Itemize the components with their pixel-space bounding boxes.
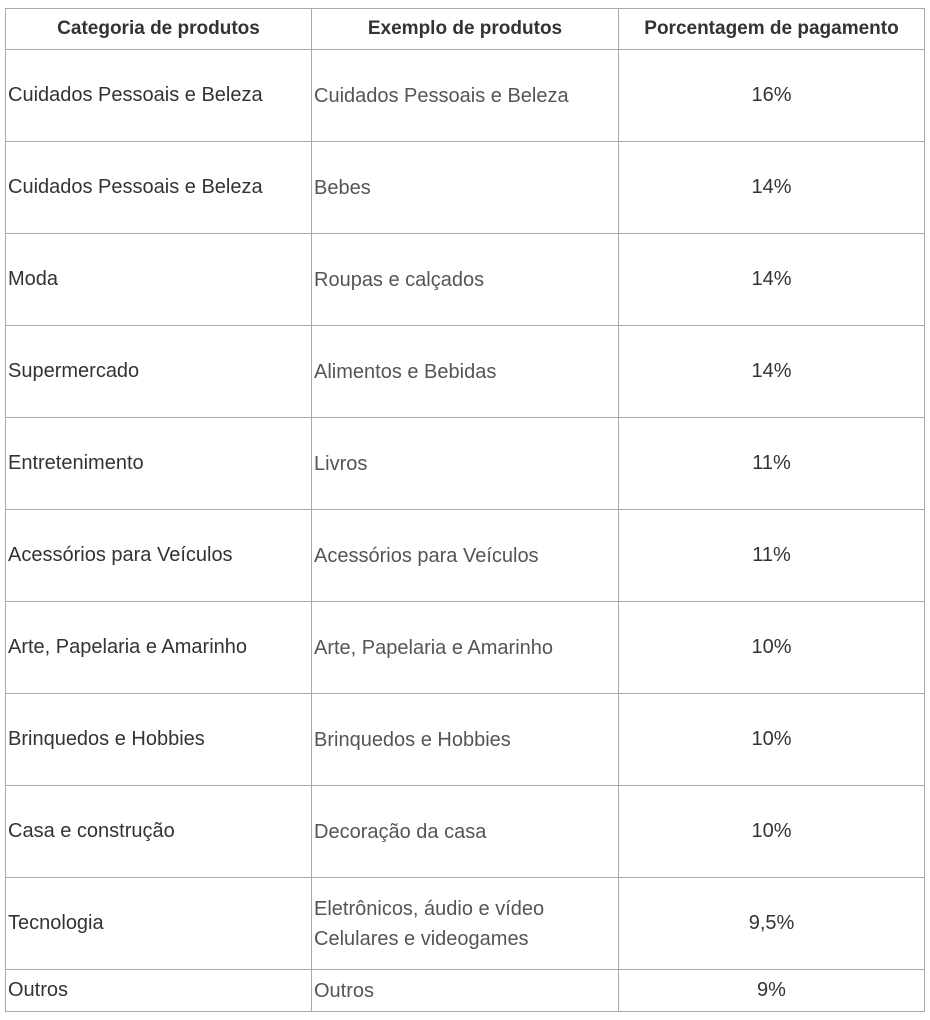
category-cell: Supermercado [6, 326, 312, 418]
header-category: Categoria de produtos [6, 9, 312, 50]
commission-table [5, 8, 925, 1012]
table-row [6, 970, 925, 1012]
table-row [6, 786, 925, 878]
examples-cell [312, 418, 619, 510]
percentage-cell: 10% [619, 602, 925, 694]
table-row [6, 510, 925, 602]
example-text: Alimentos e Bebidas [314, 360, 497, 383]
examples-cell [312, 326, 619, 418]
table-row [6, 142, 925, 234]
category-cell: Brinquedos e Hobbies [6, 694, 312, 786]
example-text: Outros [314, 979, 375, 1002]
category-cell: Casa e construção [6, 786, 312, 878]
examples-cell [312, 694, 619, 786]
header-row [6, 9, 925, 50]
examples-cell [312, 234, 619, 326]
example-text: Brinquedos e Hobbies [314, 728, 511, 751]
example-text: Cuidados Pessoais e Beleza [314, 84, 569, 107]
percentage-cell: 9,5% [619, 878, 925, 970]
percentage-cell: 10% [619, 786, 925, 878]
percentage-cell: 11% [619, 418, 925, 510]
example-text: Decoração da casa [314, 820, 487, 843]
percentage-cell: 14% [619, 142, 925, 234]
example-text: Eletrônicos, áudio e vídeo [314, 897, 545, 920]
percentage-cell: 10% [619, 694, 925, 786]
category-cell: Cuidados Pessoais e Beleza [6, 142, 312, 234]
examples-cell [312, 970, 619, 1012]
category-cell: Moda [6, 234, 312, 326]
category-cell: Acessórios para Veículos [6, 510, 312, 602]
category-cell: Cuidados Pessoais e Beleza [6, 50, 312, 142]
percentage-cell: 9% [619, 970, 925, 1012]
table-row [6, 878, 925, 970]
example-text: Acessórios para Veículos [314, 544, 539, 567]
header-examples: Exemplo de produtos [312, 9, 619, 50]
percentage-cell: 16% [619, 50, 925, 142]
table-row [6, 602, 925, 694]
percentage-cell: 14% [619, 326, 925, 418]
header-percentage: Porcentagem de pagamento [619, 9, 925, 50]
examples-cell [312, 50, 619, 142]
examples-cell [312, 786, 619, 878]
table-header [6, 9, 925, 50]
table-body [6, 50, 925, 1012]
examples-cell [312, 510, 619, 602]
category-cell: Entretenimento [6, 418, 312, 510]
percentage-cell: 14% [619, 234, 925, 326]
example-text: Bebes [314, 176, 371, 199]
category-cell: Arte, Papelaria e Amarinho [6, 602, 312, 694]
example-text: Livros [314, 452, 368, 475]
table-row [6, 234, 925, 326]
examples-cell [312, 142, 619, 234]
table-row [6, 694, 925, 786]
category-cell: Tecnologia [6, 878, 312, 970]
example-text: Arte, Papelaria e Amarinho [314, 636, 554, 659]
example-text: Celulares e videogames [314, 927, 529, 950]
percentage-cell: 11% [619, 510, 925, 602]
table-row [6, 50, 925, 142]
examples-cell [312, 602, 619, 694]
table-row [6, 418, 925, 510]
examples-cell [312, 878, 619, 970]
example-text: Roupas e calçados [314, 268, 485, 291]
category-cell: Outros [6, 970, 312, 1012]
table-row [6, 326, 925, 418]
